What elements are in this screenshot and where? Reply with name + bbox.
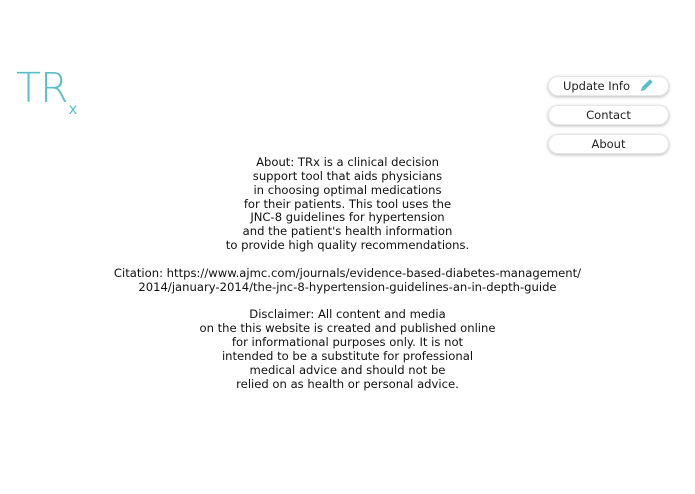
citation-text: Citation: https://www.ajmc.com/journals/evidence-based-diabetes-management/ 2014/january-2014/the-jnc-8-hypertension-guidelines-an-in-depth-guide (113, 265, 582, 294)
logo (16, 64, 78, 118)
update-info-label: Update Info (562, 79, 631, 93)
about-label: About (591, 137, 626, 151)
pencil-icon (638, 78, 654, 94)
disclaimer-text: Disclaimer: All content and media on the this website is created and published online for informational purposes only. It is not intended to be a substitute for professional medical advice and should not be relied on as health or personal advice. (199, 307, 496, 391)
update-info-button[interactable] (548, 76, 669, 96)
contact-label: Contact (586, 108, 631, 122)
contact-button[interactable] (548, 105, 669, 125)
nav-menu (548, 76, 669, 163)
logo-subscript-text: x (68, 100, 78, 118)
main-content (0, 156, 695, 405)
logo-main-text: TR (16, 64, 68, 112)
about-text: About: TRx is a clinical decision support tool that aids physicians in choosing optimal medications for their patients. This tool uses the JNC-8 guidelines for hypertension and the patient's health information to provide high quality recommendations. (225, 155, 470, 253)
about-button[interactable] (548, 134, 669, 154)
